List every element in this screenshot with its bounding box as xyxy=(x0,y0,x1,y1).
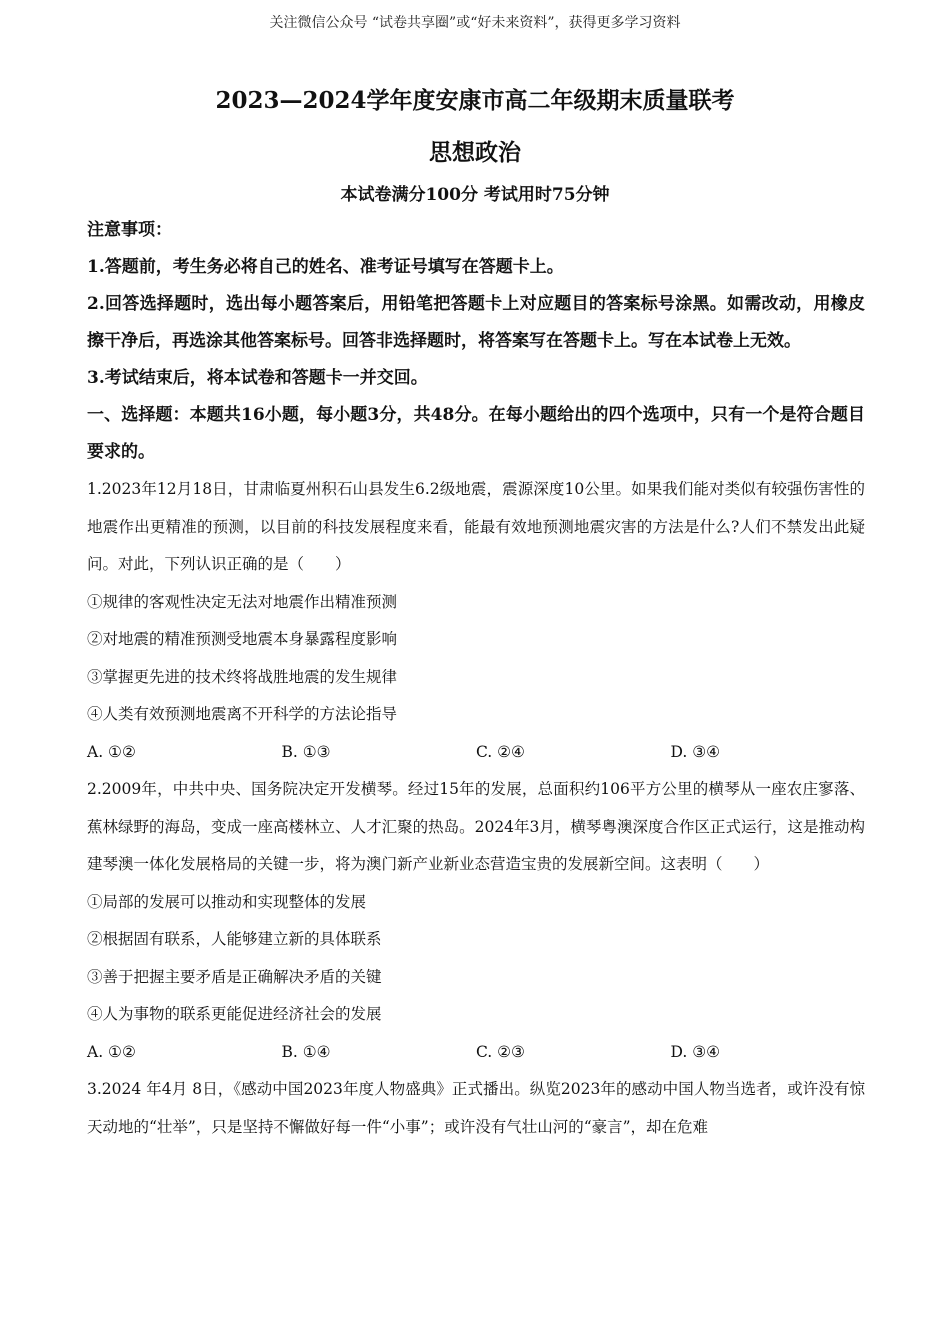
question-stem: 1.2023年12月18日，甘肃临夏州积石山县发生6.2级地震，震源深度10公里。如果我们能对类似有较强伤害性的地震作出更精准的预测，以目前的科技发展程度来看，能最有效地预测地震灾害的方法是什么?人们不禁发出此疑问。对此，下列认识正确的是（ ） xyxy=(87,480,865,573)
question-statement: ④人为事物的联系更能促进经济社会的发展 xyxy=(87,1005,382,1023)
notice-block xyxy=(87,212,865,397)
question-3 xyxy=(87,1071,865,1146)
question-statement: ①规律的客观性决定无法对地震作出精准预测 xyxy=(87,592,398,611)
option-a: A. ①② xyxy=(87,1042,136,1061)
notice-heading: 注意事项： xyxy=(87,220,172,240)
question-statement: ③善于把握主要矛盾是正确解决矛盾的关键 xyxy=(87,967,382,986)
section-heading: 一、选择题：本题共16小题，每小题3分，共48分。在每小题给出的四个选项中，只有一个是符合题目要求的。 xyxy=(87,405,865,462)
option-d: D. ③④ xyxy=(670,1042,721,1061)
notice-item: 1.答题前，考生务必将自己的姓名、准考证号填写在答题卡上。 xyxy=(87,257,564,277)
option-a: A. ①② xyxy=(87,742,136,761)
option-c: C. ②④ xyxy=(476,742,525,761)
question-statement: ①局部的发展可以推动和实现整体的发展 xyxy=(87,892,367,911)
option-b: B. ①③ xyxy=(281,742,331,761)
question-statement: ③掌握更先进的技术终将战胜地震的发生规律 xyxy=(87,667,398,686)
notice-item: 2.回答选择题时，选出每小题答案后，用铅笔把答题卡上对应题目的答案标号涂黑。如需改动，用橡皮擦干净后，再选涂其他答案标号。回答非选择题时，将答案写在答题卡上。写在本试卷上无效。 xyxy=(87,294,865,351)
content xyxy=(87,212,865,1146)
exam-info: 本试卷满分100分 考试用时75分钟 xyxy=(340,185,610,205)
exam-subject: 思想政治 xyxy=(429,139,521,166)
option-c: C. ②③ xyxy=(476,1042,525,1061)
answer-options xyxy=(87,734,865,772)
option-d: D. ③④ xyxy=(670,742,721,761)
question-stem: 2.2009年，中共中央、国务院决定开发横琴。经过15年的发展，总面积约106平方公里的横琴从一座农庄寥落、蕉林绿野的海岛，变成一座高楼林立、人才汇聚的热岛。2024年3月，横琴粤澳深度合作区正式运行，这是推动构建琴澳一体化发展格局的关键一步，将为澳门新产业新业态营造宝贵的发展新空间。这表明（ ） xyxy=(87,780,865,873)
header-note: 关注微信公众号 “试卷共享圈”或“好未来资料”，获得更多学习资料 xyxy=(269,15,681,31)
question-statement: ②对地震的精准预测受地震本身暴露程度影响 xyxy=(87,630,398,648)
question-1 xyxy=(87,471,865,771)
question-statement: ④人类有效预测地震离不开科学的方法论指导 xyxy=(87,705,398,723)
answer-options xyxy=(87,1034,865,1072)
exam-title: 2023—2024学年度安康市高二年级期末质量联考 xyxy=(215,87,735,114)
notice-item: 3.考试结束后，将本试卷和答题卡一并交回。 xyxy=(87,368,428,388)
question-statement: ②根据固有联系，人能够建立新的具体联系 xyxy=(87,930,382,948)
option-b: B. ①④ xyxy=(281,1042,331,1061)
question-2 xyxy=(87,771,865,1071)
question-stem: 3.2024 年4月 8日，《感动中国2023年度人物盛典》正式播出。纵览2023年的感动中国人物当选者，或许没有惊天动地的“壮举”，只是坚持不懈做好每一件“小事”；或许没有气壮山河的“豪言”，却在危难 xyxy=(87,1080,865,1136)
